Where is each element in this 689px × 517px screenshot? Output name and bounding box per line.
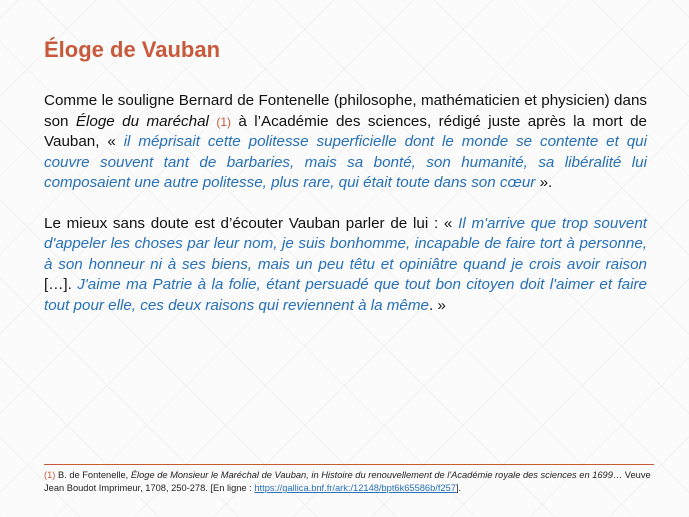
- footnote: [44, 469, 654, 495]
- p2-quote-2: J'aime ma Patrie à la folie, étant persuadé que tout bon citoyen doit l'aimer et faire tout pour elle, ces deux raisons qui reviennent à la même: [44, 276, 647, 314]
- paragraph-fontenelle: [44, 91, 647, 194]
- slide-body: [44, 91, 647, 336]
- slide-title: Éloge de Vauban: [44, 37, 221, 62]
- paragraph-vauban: [44, 214, 647, 317]
- footnote-text-2: … Veuve Jean Boudot Imprimeur, 1708, 250-278. [En ligne :: [44, 470, 651, 493]
- p2-quote-1: Il m'arrive que trop souvent d'appeler les choses par leur nom, je suis bonhomme, incapable de faire tort à personne, à son honneur ni à ses biens, mais un peu têtu et opiniâtre quand je crois avoir raison: [44, 214, 647, 273]
- footnote-ref-1[interactable]: (1): [216, 114, 232, 129]
- gallica-link[interactable]: https://gallica.bnf.fr/ark:/12148/bpt6k65586b/f257: [254, 483, 456, 493]
- p1-quote: il méprisait cette politesse superficielle dont le monde se contente et qui couvre souvent tant de barbaries, mais sa bonté, son humanité, sa libéralité lui composaient une autre politesse, plus rare, qui était toute dans son cœur: [44, 133, 647, 191]
- p2-text-1: Le mieux sans doute est d’écouter Vauban parler de lui : «: [44, 214, 459, 232]
- footnote-work-title: Éloge de Monsieur le Maréchal de Vauban, in Histoire du renouvellement de l'Académie royale des sciences en 1699: [130, 470, 613, 480]
- footnote-marker: (1): [44, 470, 56, 480]
- footnote-text-1: B. de Fontenelle,: [55, 470, 131, 480]
- p1-work-title: Éloge du maréchal: [75, 112, 209, 130]
- p2-text-2: […].: [44, 276, 78, 293]
- p1-text-3: ».: [535, 174, 553, 191]
- p1-text-1: Comme le souligne Bernard de Fontenelle (philosophe, mathématicien et physicien) dans son: [44, 92, 647, 130]
- p2-text-3: . »: [428, 296, 446, 314]
- p1-text-2: à l’Académie des sciences, rédigé juste après la mort de Vauban, «: [44, 112, 647, 150]
- footnote-divider: [44, 464, 654, 465]
- footnote-text-3: ].: [455, 483, 462, 493]
